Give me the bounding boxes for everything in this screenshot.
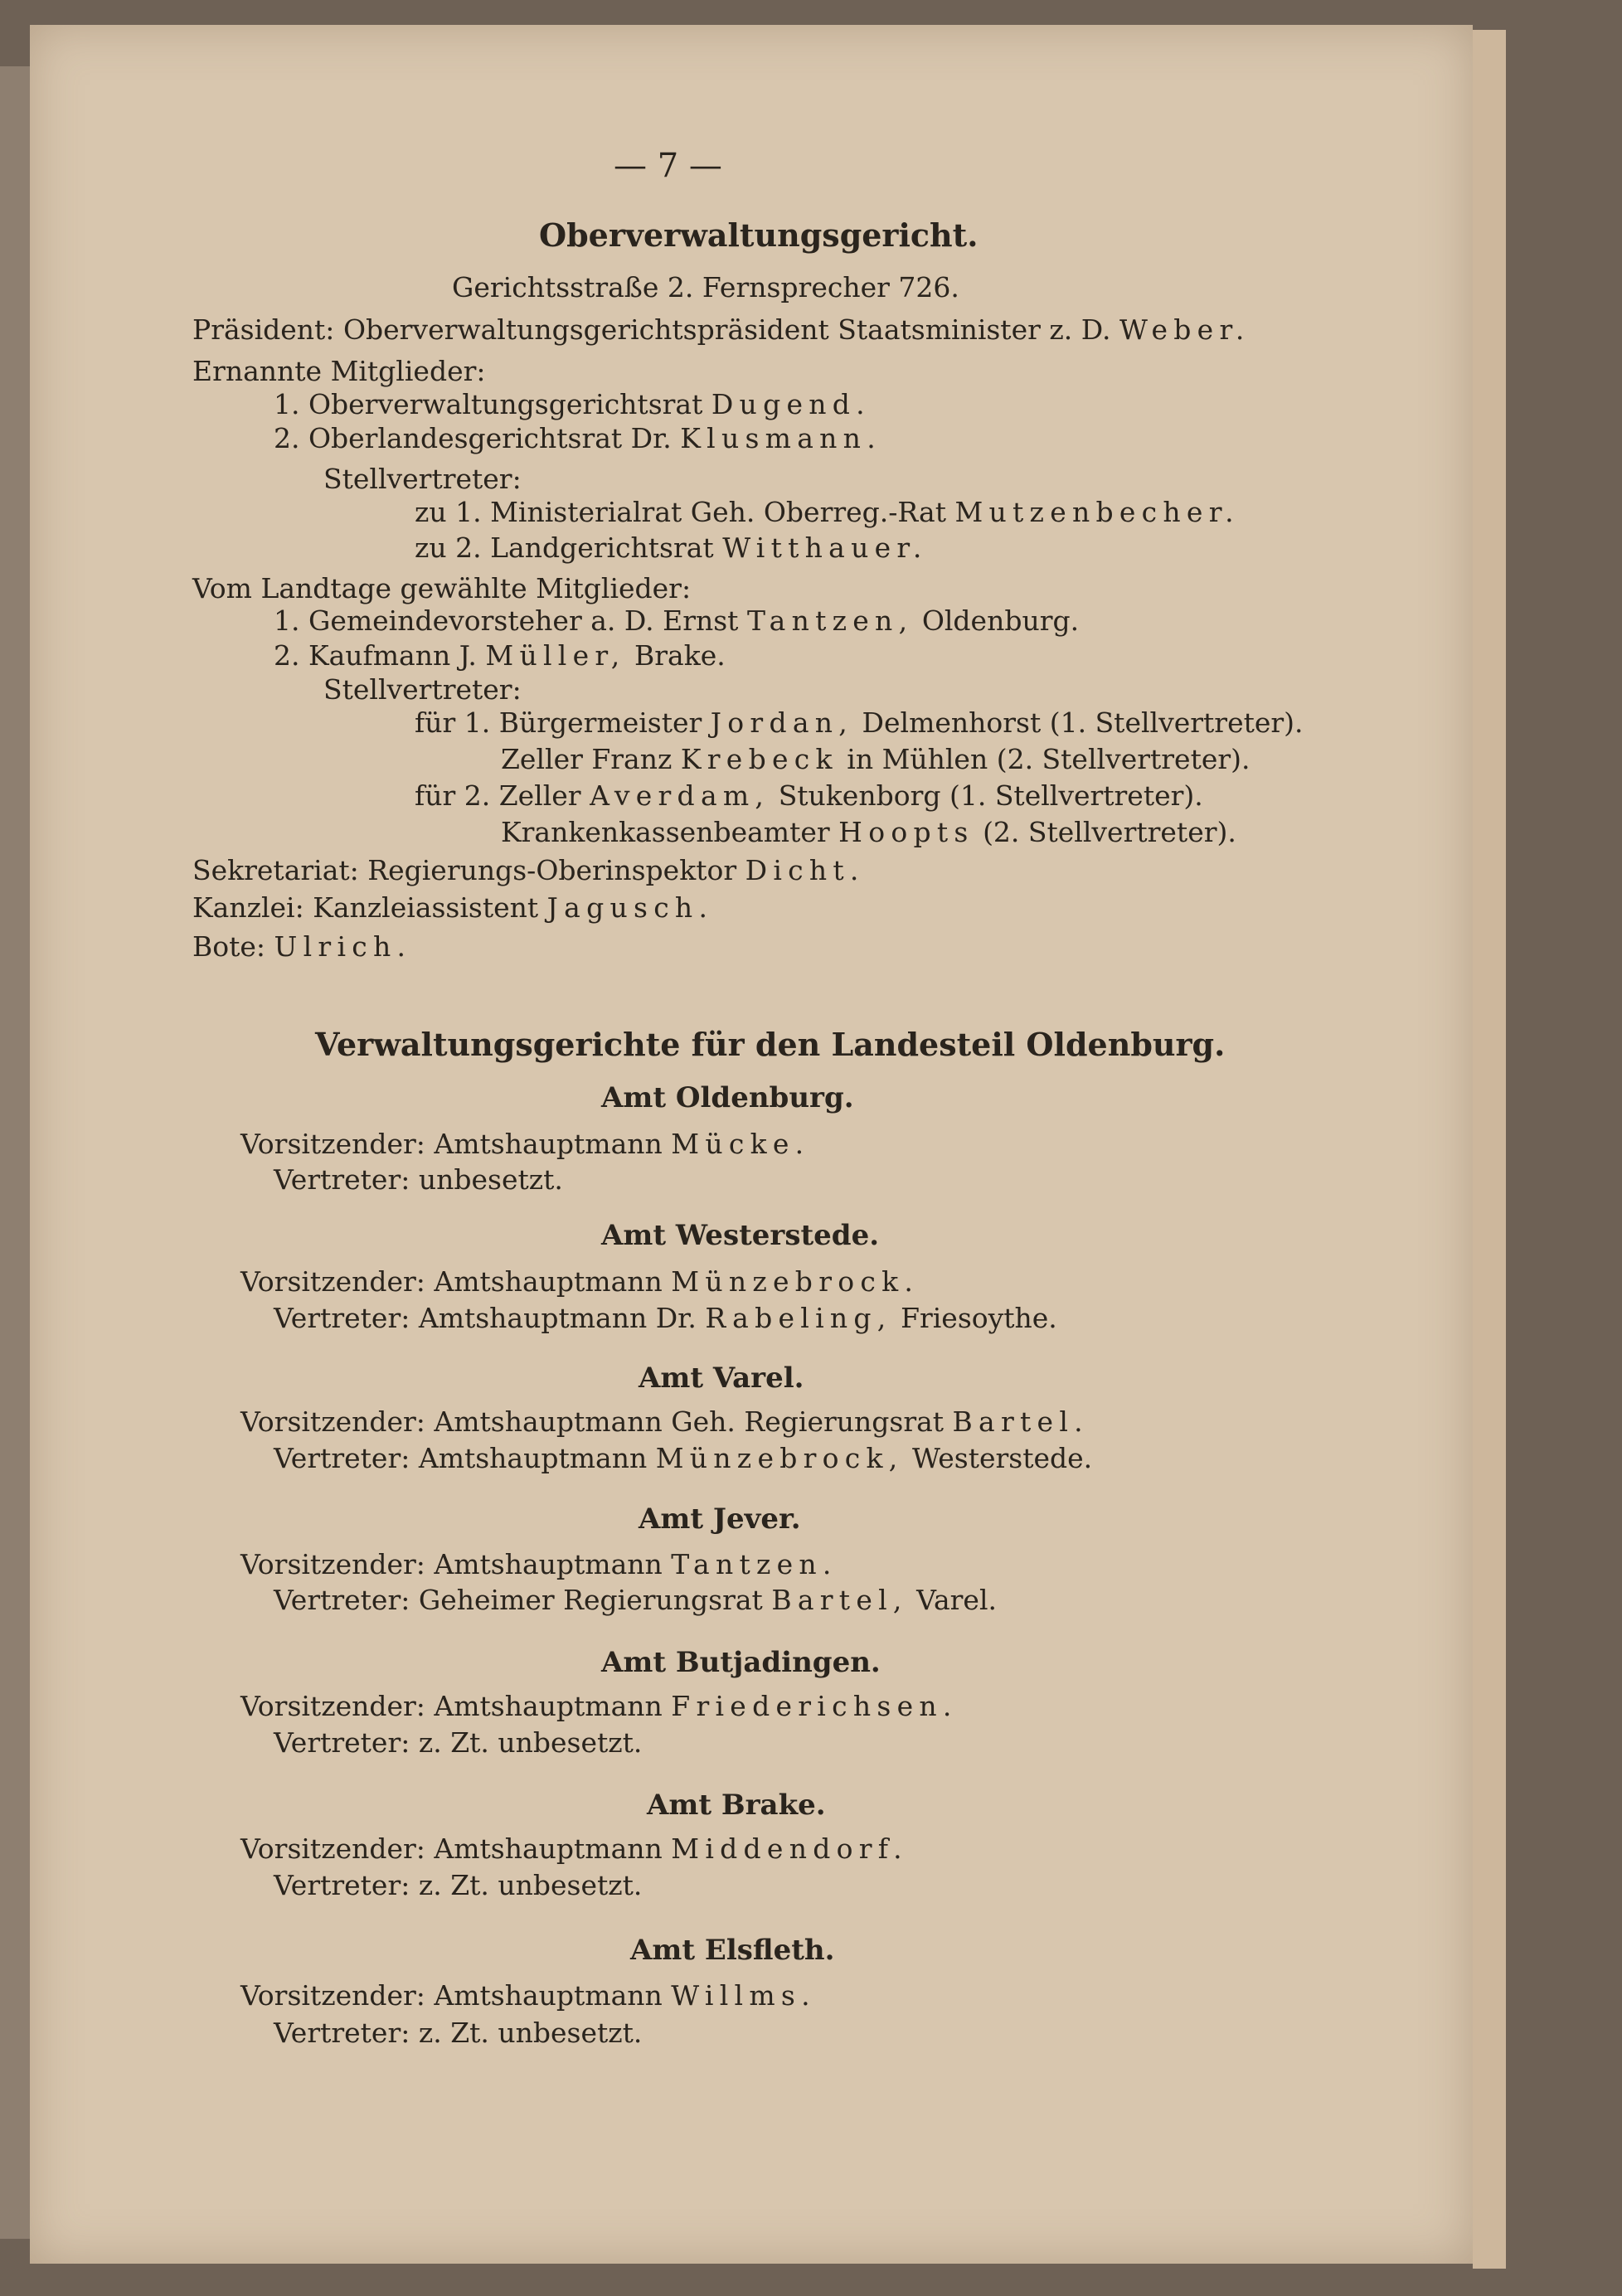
vorsitzender-name: Tantzen.	[671, 1548, 838, 1580]
ernannt-stell-2-name: Witthauer.	[722, 532, 928, 564]
vertreter-text: Geheimer Regierungsrat	[418, 1584, 763, 1616]
landtag-1-text: 1. Gemeindevorsteher a. D. Ernst	[274, 604, 739, 637]
landtag-stell-1b	[501, 743, 1250, 776]
landtag-2-name: Müller,	[485, 639, 626, 672]
amt-heading: Amt Brake.	[647, 1789, 826, 1822]
vorsitzender-row	[240, 1832, 908, 1866]
vorsitzender-text: Amtshauptmann	[434, 1265, 663, 1298]
vertreter-rest: Friesoythe.	[901, 1302, 1057, 1334]
vertreter-label: Vertreter:	[274, 1869, 410, 1901]
sekretariat-name: Dicht.	[745, 854, 865, 886]
vertreter-label: Vertreter:	[274, 1163, 410, 1196]
kanzlei-text: Kanzlei: Kanzleiassistent	[192, 891, 539, 924]
vertreter-text: Amtshauptmann Dr.	[418, 1302, 697, 1334]
vorsitzender-text: Amtshauptmann	[434, 1128, 663, 1160]
amt-heading: Amt Jever.	[639, 1502, 801, 1536]
landtag-label: Vom Landtage gewählte Mitglieder:	[192, 572, 692, 604]
landtag-stell-2b-text: Krankenkassenbeamter	[501, 816, 830, 848]
vg-title: Verwaltungsgerichte für den Landesteil Oldenburg.	[315, 1026, 1226, 1063]
vorsitzender-label: Vorsitzender:	[240, 1548, 425, 1580]
vertreter-label: Vertreter:	[274, 1442, 410, 1474]
landtag-1-name: Tantzen,	[746, 604, 914, 637]
ovg-address: Gerichtsstraße 2. Fernsprecher 726.	[452, 271, 959, 303]
landtag-1-rest: Oldenburg.	[921, 604, 1080, 637]
vorsitzender-row	[240, 1690, 958, 1723]
landtag-stell-1-text: für 1. Bürgermeister	[415, 706, 702, 739]
vertreter-row	[274, 1584, 997, 1617]
vertreter-label: Vertreter:	[274, 1584, 410, 1616]
vertreter-row	[274, 1869, 642, 1902]
vorsitzender-label: Vorsitzender:	[240, 1265, 425, 1298]
vorsitzender-name: Willms.	[671, 1979, 816, 2012]
vertreter-name: Münzebrock,	[655, 1442, 904, 1474]
landtag-stell-2b-name: Hoopts	[838, 816, 974, 848]
ernannt-1-text: 1. Oberverwaltungsgerichtsrat	[274, 388, 703, 420]
landtag-stell-1	[415, 706, 1304, 740]
landtag-stell-2b	[501, 816, 1236, 849]
vertreter-text: Amtshauptmann	[418, 1442, 648, 1474]
vertreter-row	[274, 1442, 1092, 1475]
vertreter-name: Rabeling,	[705, 1302, 892, 1334]
ernannt-2	[274, 422, 881, 455]
landtag-stell-label: Stellvertreter:	[323, 673, 522, 706]
vorsitzender-text: Amtshauptmann	[434, 1832, 663, 1865]
vorsitzender-label: Vorsitzender:	[240, 1979, 425, 2012]
vertreter-label: Vertreter:	[274, 1302, 410, 1334]
vertreter-text: z. Zt. unbesetzt.	[418, 1726, 643, 1759]
ernannt-stell-1	[415, 496, 1240, 529]
page-edge	[1473, 30, 1506, 2269]
landtag-stell-1b-name: Krebeck	[680, 743, 838, 775]
landtag-2-rest: Brake.	[634, 639, 726, 672]
ernannte-label: Ernannte Mitglieder:	[192, 355, 486, 387]
kanzlei-name: Jagusch.	[546, 891, 714, 924]
ernannt-stell-2-text: zu 2. Landgerichtsrat	[415, 532, 714, 564]
vorsitzender-label: Vorsitzender:	[240, 1690, 425, 1722]
ernannt-stell-1-name: Mutzenbecher.	[954, 496, 1240, 528]
vorsitzender-row	[240, 1128, 809, 1161]
landtag-stell-2	[415, 779, 1203, 813]
landtag-stell-1-name: Jordan,	[710, 706, 854, 739]
landtag-stell-2-name: Averdam,	[590, 779, 770, 812]
vertreter-row	[274, 1302, 1057, 1335]
ernannt-2-text: 2. Oberlandesgerichtsrat Dr.	[274, 422, 672, 454]
vorsitzender-name: Mücke.	[671, 1128, 810, 1160]
vertreter-row	[274, 1726, 642, 1760]
kanzlei	[192, 891, 713, 925]
vertreter-name: Bartel,	[771, 1584, 908, 1616]
ernannt-stell-1-text: zu 1. Ministerialrat Geh. Oberreg.-Rat	[415, 496, 946, 528]
ovg-title: Oberverwaltungsgericht.	[539, 216, 979, 254]
vertreter-rest: Varel.	[916, 1584, 997, 1616]
vorsitzender-row	[240, 1548, 838, 1581]
landtag-1	[274, 604, 1079, 638]
vertreter-row	[274, 1163, 563, 1197]
vorsitzender-row	[240, 1265, 919, 1298]
landtag-stell-1-rest: Delmenhorst (1. Stellvertreter).	[862, 706, 1304, 739]
vorsitzender-label: Vorsitzender:	[240, 1405, 425, 1438]
vorsitzender-row	[240, 1979, 816, 2012]
vertreter-row	[274, 2017, 642, 2050]
ernannt-1-name: Dugend.	[711, 388, 871, 420]
bote-name: Ulrich.	[274, 930, 412, 963]
ovg-praesident	[192, 313, 1250, 347]
ernannt-2-name: Klusmann.	[680, 422, 881, 454]
praesident-label: Präsident:	[192, 313, 335, 346]
vorsitzender-text: Amtshauptmann	[434, 1979, 663, 2012]
landtag-stell-2-text: für 2. Zeller	[415, 779, 581, 812]
amt-heading: Amt Butjadingen.	[601, 1646, 881, 1679]
vertreter-label: Vertreter:	[274, 1726, 410, 1759]
ernannt-stell-label: Stellvertreter:	[323, 463, 522, 495]
book-binding	[0, 66, 30, 2239]
praesident-text: Oberverwaltungsgerichtspräsident Staatsminister z. D.	[342, 313, 1111, 346]
vorsitzender-name: Middendorf.	[671, 1832, 908, 1865]
amt-heading: Amt Oldenburg.	[601, 1081, 854, 1114]
vorsitzender-row	[240, 1405, 1089, 1439]
page-number: — 7 —	[614, 147, 722, 185]
vorsitzender-text: Amtshauptmann Geh. Regierungsrat	[434, 1405, 945, 1438]
vertreter-rest: Westerstede.	[912, 1442, 1093, 1474]
sekretariat	[192, 854, 865, 887]
ernannt-1	[274, 388, 871, 421]
vorsitzender-label: Vorsitzender:	[240, 1832, 425, 1865]
landtag-stell-2b-rest: (2. Stellvertreter).	[983, 816, 1236, 848]
landtag-stell-1b-rest: in Mühlen (2. Stellvertreter).	[847, 743, 1250, 775]
landtag-stell-2-rest: Stukenborg (1. Stellvertreter).	[778, 779, 1203, 812]
vorsitzender-name: Münzebrock.	[671, 1265, 920, 1298]
vertreter-text: z. Zt. unbesetzt.	[418, 2017, 643, 2049]
vorsitzender-name: Bartel.	[952, 1405, 1089, 1438]
vertreter-text: z. Zt. unbesetzt.	[418, 1869, 643, 1901]
vorsitzender-label: Vorsitzender:	[240, 1128, 425, 1160]
vertreter-label: Vertreter:	[274, 2017, 410, 2049]
landtag-2	[274, 639, 726, 672]
amt-heading: Amt Elsfleth.	[630, 1934, 835, 1967]
vorsitzender-text: Amtshauptmann	[434, 1548, 663, 1580]
vorsitzender-name: Friederichsen.	[671, 1690, 958, 1722]
vertreter-text: unbesetzt.	[418, 1163, 563, 1196]
amt-heading: Amt Westerstede.	[601, 1219, 880, 1252]
landtag-2-text: 2. Kaufmann J.	[274, 639, 477, 672]
landtag-stell-1b-text: Zeller Franz	[501, 743, 673, 775]
vorsitzender-text: Amtshauptmann	[434, 1690, 663, 1722]
sekretariat-text: Sekretariat: Regierungs-Oberinspektor	[192, 854, 737, 886]
bote	[192, 930, 411, 964]
bote-text: Bote:	[192, 930, 266, 963]
amt-heading: Amt Varel.	[639, 1362, 804, 1395]
ernannt-stell-2	[415, 532, 928, 565]
praesident-name: Weber.	[1119, 313, 1250, 346]
